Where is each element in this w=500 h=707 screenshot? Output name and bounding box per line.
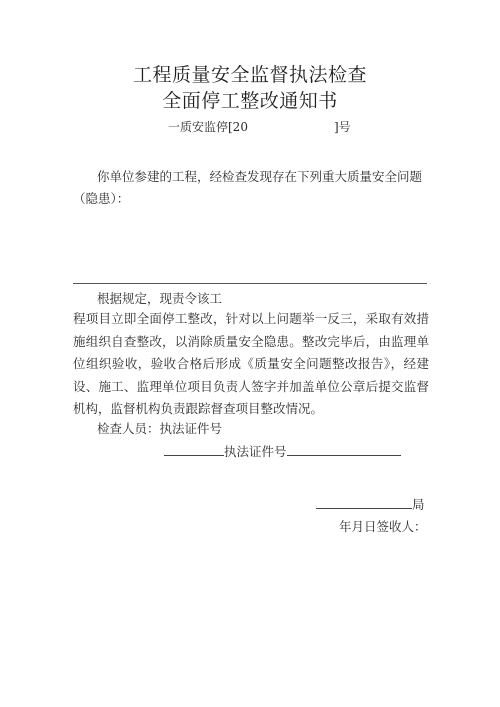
bureau-blank xyxy=(316,494,412,509)
document-title-line1: 工程质量安全监督执法检查 xyxy=(132,64,367,86)
body-paragraph: 程项目立即全面停工整改，针对以上问题举一反三，采取有效措施组织自查整改，以消除质量安全隐患。整改完毕后，由监理单位组织验收，验收合格后形成《质量安全问题整改报告》，经建设、施工、监理单位项目负责人签字并加盖单位公章后提交监督机构，监督机构负责跟踪督查项目整改情况。 xyxy=(73,311,429,416)
document-title-line2: 全面停工整改通知书 xyxy=(162,90,338,112)
inspector-blank-1 xyxy=(164,441,224,456)
document-number xyxy=(168,118,351,135)
divider-line xyxy=(73,283,427,284)
certificate-label: 执法证件号 xyxy=(224,444,287,459)
sign-receive-line: 年月日签收人： xyxy=(339,519,427,534)
inspector-line: 检查人员：执法证件号 xyxy=(97,421,223,436)
document-number-suffix: ]号 xyxy=(333,120,351,134)
bureau-suffix: 局 xyxy=(412,497,425,512)
bureau-line xyxy=(316,494,425,513)
certificate-line xyxy=(164,441,401,463)
intro-paragraph: 你单位参建的工程，经检查发现存在下列重大质量安全问题（隐患）： xyxy=(73,169,423,206)
basis-line: 根据规定，现责令该工 xyxy=(97,291,223,306)
document-number-prefix: 一质安监停[20 xyxy=(168,120,248,134)
certificate-blank xyxy=(287,441,401,456)
